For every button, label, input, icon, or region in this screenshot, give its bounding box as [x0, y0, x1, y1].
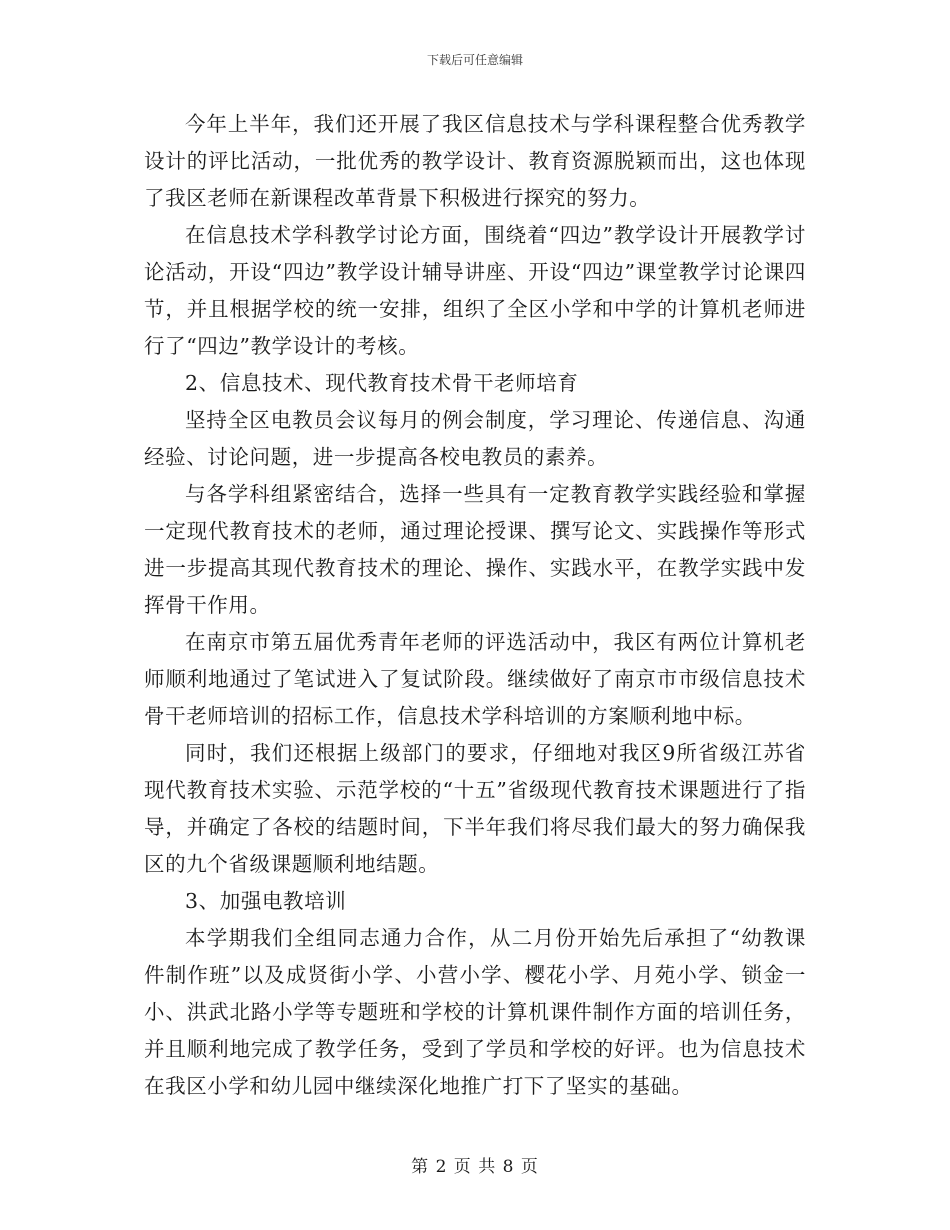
section-heading-training: 3、加强电教培训: [185, 889, 347, 913]
paragraph-courseware-training: 本学期我们全组同志通力合作，从二月份开始先后承担了“幼教课件制作班”以及成贤街小学、小营小学、樱花小学、月苑小学、锁金一小、洪武北路小学等专题班和学校的计算机课件制作方面的培训任务，并且顺利地完成了教学任务，受到了学员和学校的好评。也为信息技术在我区小学和幼儿园中继续深化地推广打下了坚实的基础。: [144, 926, 806, 1098]
paragraph-provincial-projects: 同时，我们还根据上级部门的要求，仔细地对我区9所省级江苏省现代教育技术实验、示范学校的“十五”省级现代教育技术课题进行了指导，并确定了各校的结题时间，下半年我们将尽我们最大的努力确保我区的九个省级课题顺利地结题。: [144, 741, 806, 876]
page-number: 第 2 页 共 8 页: [411, 1157, 539, 1177]
paragraph-subject-cooperation: 与各学科组紧密结合，选择一些具有一定教育教学实践经验和掌握一定现代教育技术的老师，通过理论授课、撰写论文、实践操作等形式进一步提高其现代教育技术的理论、操作、实践水平，在教学实践中发挥骨干作用。: [144, 482, 806, 617]
section-heading-backbone-teachers: 2、信息技术、现代教育技术骨干老师培育: [185, 371, 579, 395]
paragraph-monthly-meeting: 坚持全区电教员会议每月的例会制度，学习理论、传递信息、沟通经验、讨论问题，进一步提高各校电教员的素养。: [144, 408, 806, 469]
paragraph-teaching-discussion: 在信息技术学科教学讨论方面，围绕着“四边”教学设计开展教学讨论活动，开设“四边”教学设计辅导讲座、开设“四边”课堂教学讨论课四节，并且根据学校的统一安排，组织了全区小学和中学的计算机老师进行了“四边”教学设计的考核。: [144, 223, 806, 358]
paragraph-integration-contest: 今年上半年，我们还开展了我区信息技术与学科课程整合优秀教学设计的评比活动，一批优秀的教学设计、教育资源脱颖而出，这也体现了我区老师在新课程改革背景下积极进行探究的努力。: [144, 112, 806, 210]
document-body: [144, 106, 806, 1105]
paragraph-young-teacher-selection: 在南京市第五届优秀青年老师的评选活动中，我区有两位计算机老师顺利地通过了笔试进入了复试阶段。继续做好了南京市市级信息技术骨干老师培训的招标工作，信息技术学科培训的方案顺利地中标。: [144, 630, 806, 728]
page-header-note: 下载后可任意编辑: [426, 53, 523, 67]
